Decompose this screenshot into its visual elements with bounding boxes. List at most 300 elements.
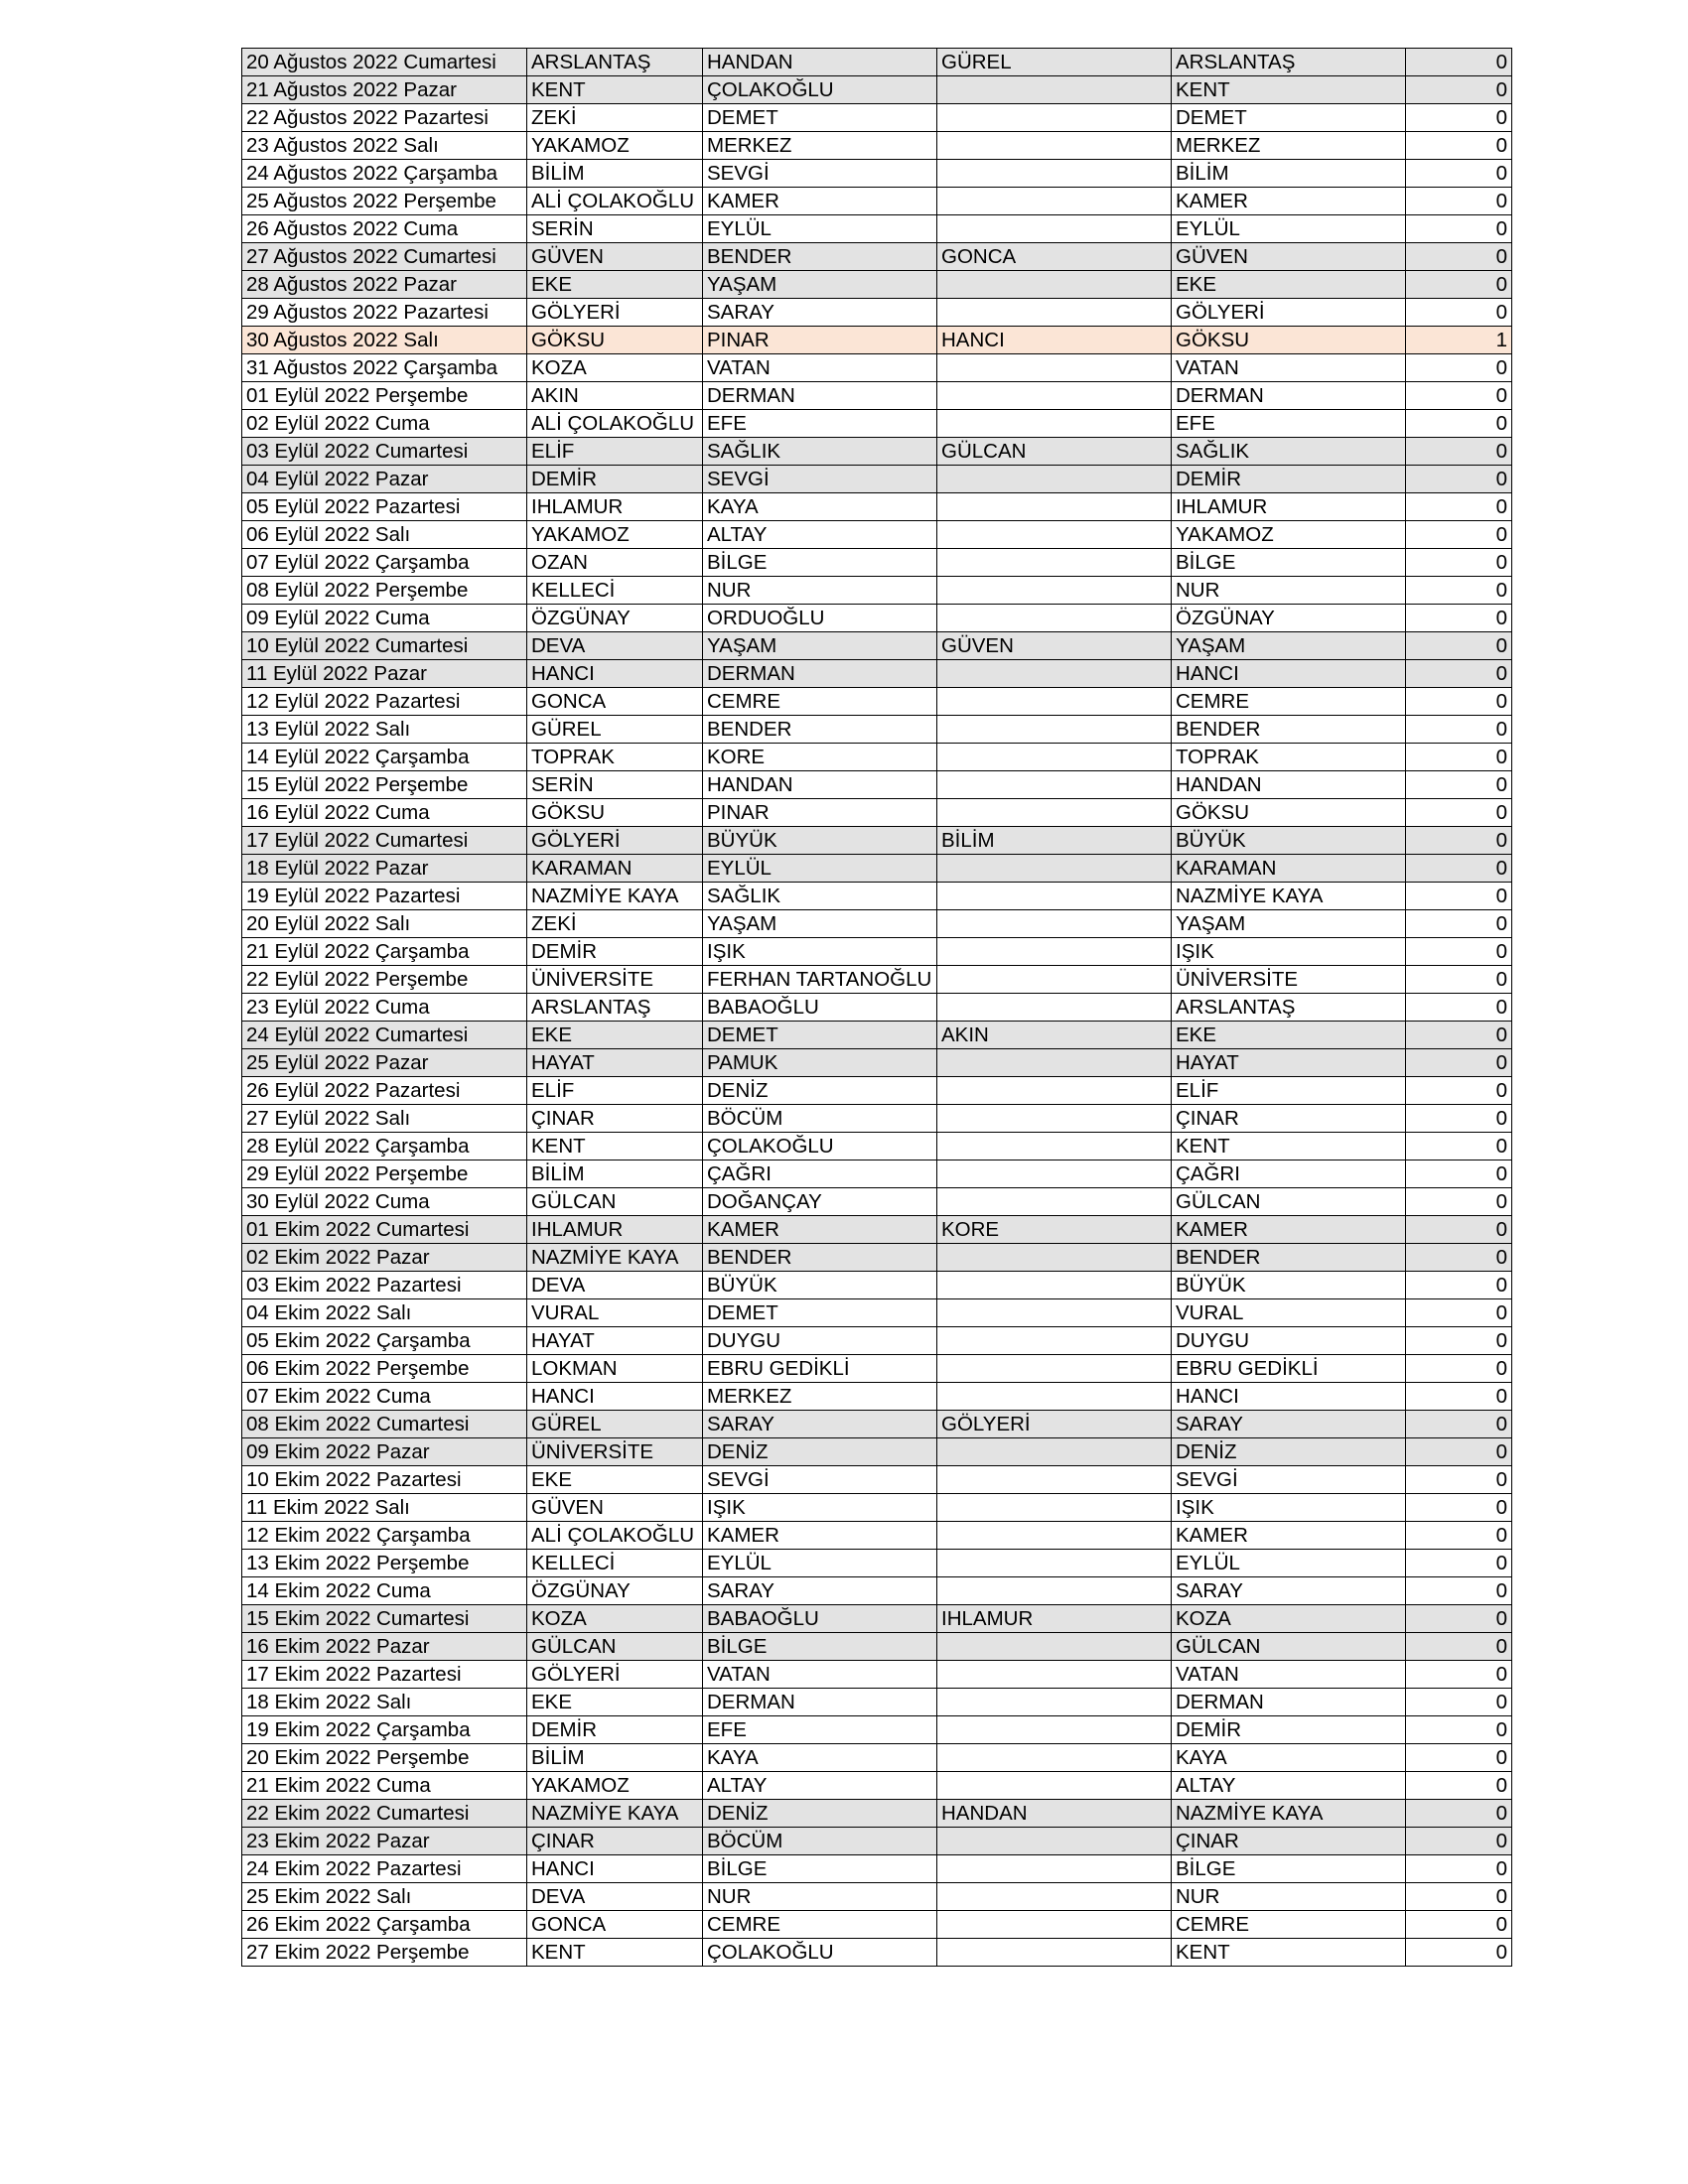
pharmacy-2-cell: BİLGE — [703, 1633, 937, 1661]
date-cell: 23 Eylül 2022 Cuma — [242, 994, 527, 1022]
pharmacy-1-cell: DEMİR — [527, 466, 703, 493]
pharmacy-1-cell: GONCA — [527, 1911, 703, 1939]
date-cell: 26 Eylül 2022 Pazartesi — [242, 1077, 527, 1105]
date-cell: 07 Eylül 2022 Çarşamba — [242, 549, 527, 577]
pharmacy-3-cell — [937, 410, 1172, 438]
pharmacy-2-cell: EYLÜL — [703, 215, 937, 243]
pharmacy-1-cell: GÖKSU — [527, 327, 703, 354]
date-cell: 05 Eylül 2022 Pazartesi — [242, 493, 527, 521]
selected-pharmacy-cell: EKE — [1172, 271, 1406, 299]
pharmacy-1-cell: KOZA — [527, 354, 703, 382]
selected-pharmacy-cell: HANCI — [1172, 660, 1406, 688]
flag-cell: 0 — [1406, 1605, 1512, 1633]
pharmacy-3-cell — [937, 605, 1172, 632]
selected-pharmacy-cell: MERKEZ — [1172, 132, 1406, 160]
selected-pharmacy-cell: TOPRAK — [1172, 744, 1406, 771]
pharmacy-2-cell: HANDAN — [703, 49, 937, 76]
date-cell: 08 Ekim 2022 Cumartesi — [242, 1411, 527, 1438]
flag-cell: 0 — [1406, 1049, 1512, 1077]
selected-pharmacy-cell: ALTAY — [1172, 1772, 1406, 1800]
table-row — [242, 132, 1512, 160]
selected-pharmacy-cell: IHLAMUR — [1172, 493, 1406, 521]
selected-pharmacy-cell: VATAN — [1172, 1661, 1406, 1689]
pharmacy-1-cell: YAKAMOZ — [527, 521, 703, 549]
selected-pharmacy-cell: EKE — [1172, 1022, 1406, 1049]
pharmacy-1-cell: IHLAMUR — [527, 1216, 703, 1244]
selected-pharmacy-cell: GÖLYERİ — [1172, 299, 1406, 327]
table-row — [242, 1133, 1512, 1160]
flag-cell: 0 — [1406, 1855, 1512, 1883]
pharmacy-2-cell: ALTAY — [703, 521, 937, 549]
pharmacy-3-cell — [937, 382, 1172, 410]
pharmacy-3-cell — [937, 271, 1172, 299]
pharmacy-2-cell: KAYA — [703, 493, 937, 521]
pharmacy-2-cell: BENDER — [703, 716, 937, 744]
pharmacy-3-cell — [937, 1744, 1172, 1772]
date-cell: 22 Ekim 2022 Cumartesi — [242, 1800, 527, 1828]
flag-cell: 0 — [1406, 160, 1512, 188]
pharmacy-3-cell — [937, 1911, 1172, 1939]
date-cell: 02 Eylül 2022 Cuma — [242, 410, 527, 438]
pharmacy-3-cell — [937, 493, 1172, 521]
pharmacy-1-cell: HAYAT — [527, 1049, 703, 1077]
selected-pharmacy-cell: BİLİM — [1172, 160, 1406, 188]
flag-cell: 0 — [1406, 438, 1512, 466]
pharmacy-1-cell: EKE — [527, 1022, 703, 1049]
table-row — [242, 966, 1512, 994]
pharmacy-3-cell — [937, 1716, 1172, 1744]
flag-cell: 0 — [1406, 1883, 1512, 1911]
flag-cell: 0 — [1406, 104, 1512, 132]
date-cell: 17 Ekim 2022 Pazartesi — [242, 1661, 527, 1689]
flag-cell: 0 — [1406, 1272, 1512, 1299]
flag-cell: 0 — [1406, 1216, 1512, 1244]
pharmacy-1-cell: NAZMİYE KAYA — [527, 1244, 703, 1272]
table-row — [242, 855, 1512, 883]
selected-pharmacy-cell: YAŞAM — [1172, 632, 1406, 660]
date-cell: 06 Eylül 2022 Salı — [242, 521, 527, 549]
pharmacy-3-cell — [937, 1355, 1172, 1383]
date-cell: 13 Ekim 2022 Perşembe — [242, 1550, 527, 1577]
pharmacy-3-cell — [937, 1855, 1172, 1883]
date-cell: 29 Ağustos 2022 Pazartesi — [242, 299, 527, 327]
flag-cell: 0 — [1406, 1466, 1512, 1494]
pharmacy-2-cell: SEVGİ — [703, 1466, 937, 1494]
pharmacy-2-cell: DENİZ — [703, 1438, 937, 1466]
date-cell: 12 Eylül 2022 Pazartesi — [242, 688, 527, 716]
selected-pharmacy-cell: GÜVEN — [1172, 243, 1406, 271]
date-cell: 27 Ağustos 2022 Cumartesi — [242, 243, 527, 271]
selected-pharmacy-cell: NUR — [1172, 1883, 1406, 1911]
pharmacy-3-cell — [937, 966, 1172, 994]
date-cell: 18 Ekim 2022 Salı — [242, 1689, 527, 1716]
flag-cell: 0 — [1406, 215, 1512, 243]
pharmacy-2-cell: ALTAY — [703, 1772, 937, 1800]
table-row — [242, 1327, 1512, 1355]
pharmacy-2-cell: DOĞANÇAY — [703, 1188, 937, 1216]
pharmacy-1-cell: ARSLANTAŞ — [527, 994, 703, 1022]
table-row — [242, 1494, 1512, 1522]
pharmacy-3-cell — [937, 1188, 1172, 1216]
date-cell: 19 Ekim 2022 Çarşamba — [242, 1716, 527, 1744]
pharmacy-2-cell: IŞIK — [703, 938, 937, 966]
pharmacy-1-cell: ALİ ÇOLAKOĞLU — [527, 410, 703, 438]
selected-pharmacy-cell: IŞIK — [1172, 938, 1406, 966]
pharmacy-1-cell: EKE — [527, 271, 703, 299]
selected-pharmacy-cell: DEMET — [1172, 104, 1406, 132]
pharmacy-2-cell: HANDAN — [703, 771, 937, 799]
pharmacy-1-cell: OZAN — [527, 549, 703, 577]
pharmacy-3-cell: AKIN — [937, 1022, 1172, 1049]
flag-cell: 0 — [1406, 1077, 1512, 1105]
table-row — [242, 577, 1512, 605]
pharmacy-3-cell — [937, 577, 1172, 605]
pharmacy-3-cell — [937, 188, 1172, 215]
pharmacy-2-cell: EFE — [703, 410, 937, 438]
pharmacy-3-cell — [937, 466, 1172, 493]
date-cell: 08 Eylül 2022 Perşembe — [242, 577, 527, 605]
pharmacy-1-cell: EKE — [527, 1466, 703, 1494]
pharmacy-1-cell: ALİ ÇOLAKOĞLU — [527, 188, 703, 215]
flag-cell: 0 — [1406, 299, 1512, 327]
date-cell: 23 Ağustos 2022 Salı — [242, 132, 527, 160]
pharmacy-3-cell — [937, 1133, 1172, 1160]
date-cell: 21 Eylül 2022 Çarşamba — [242, 938, 527, 966]
table-row — [242, 632, 1512, 660]
selected-pharmacy-cell: ARSLANTAŞ — [1172, 994, 1406, 1022]
pharmacy-2-cell: NUR — [703, 577, 937, 605]
pharmacy-3-cell — [937, 1383, 1172, 1411]
pharmacy-3-cell — [937, 1883, 1172, 1911]
pharmacy-1-cell: ÇINAR — [527, 1828, 703, 1855]
flag-cell: 0 — [1406, 1494, 1512, 1522]
pharmacy-2-cell: VATAN — [703, 354, 937, 382]
pharmacy-1-cell: ZEKİ — [527, 104, 703, 132]
table-row — [242, 688, 1512, 716]
table-row — [242, 994, 1512, 1022]
pharmacy-2-cell: ÇOLAKOĞLU — [703, 76, 937, 104]
table-row — [242, 938, 1512, 966]
selected-pharmacy-cell: NUR — [1172, 577, 1406, 605]
selected-pharmacy-cell: ELİF — [1172, 1077, 1406, 1105]
flag-cell: 0 — [1406, 966, 1512, 994]
pharmacy-2-cell: PINAR — [703, 799, 937, 827]
pharmacy-1-cell: ELİF — [527, 438, 703, 466]
flag-cell: 0 — [1406, 354, 1512, 382]
pharmacy-3-cell — [937, 521, 1172, 549]
table-row — [242, 438, 1512, 466]
pharmacy-2-cell: SAĞLIK — [703, 438, 937, 466]
selected-pharmacy-cell: DERMAN — [1172, 382, 1406, 410]
selected-pharmacy-cell: BENDER — [1172, 716, 1406, 744]
pharmacy-3-cell — [937, 1522, 1172, 1550]
pharmacy-1-cell: GONCA — [527, 688, 703, 716]
pharmacy-1-cell: DEMİR — [527, 938, 703, 966]
flag-cell: 0 — [1406, 744, 1512, 771]
date-cell: 23 Ekim 2022 Pazar — [242, 1828, 527, 1855]
table-row — [242, 1188, 1512, 1216]
table-row — [242, 243, 1512, 271]
date-cell: 22 Eylül 2022 Perşembe — [242, 966, 527, 994]
selected-pharmacy-cell: GÜLCAN — [1172, 1188, 1406, 1216]
flag-cell: 0 — [1406, 1744, 1512, 1772]
selected-pharmacy-cell: YAŞAM — [1172, 910, 1406, 938]
table-row — [242, 1299, 1512, 1327]
pharmacy-1-cell: ÇINAR — [527, 1105, 703, 1133]
selected-pharmacy-cell: ARSLANTAŞ — [1172, 49, 1406, 76]
table-row — [242, 1411, 1512, 1438]
flag-cell: 0 — [1406, 938, 1512, 966]
flag-cell: 0 — [1406, 855, 1512, 883]
pharmacy-1-cell: LOKMAN — [527, 1355, 703, 1383]
pharmacy-3-cell — [937, 660, 1172, 688]
selected-pharmacy-cell: DEMİR — [1172, 1716, 1406, 1744]
date-cell: 21 Ağustos 2022 Pazar — [242, 76, 527, 104]
flag-cell: 0 — [1406, 1716, 1512, 1744]
pharmacy-1-cell: DEMİR — [527, 1716, 703, 1744]
selected-pharmacy-cell: KENT — [1172, 1939, 1406, 1967]
pharmacy-1-cell: SERİN — [527, 215, 703, 243]
table-row — [242, 1855, 1512, 1883]
pharmacy-2-cell: CEMRE — [703, 688, 937, 716]
pharmacy-3-cell — [937, 299, 1172, 327]
pharmacy-3-cell — [937, 1466, 1172, 1494]
date-cell: 21 Ekim 2022 Cuma — [242, 1772, 527, 1800]
flag-cell: 0 — [1406, 771, 1512, 799]
pharmacy-2-cell: BÜYÜK — [703, 827, 937, 855]
flag-cell: 1 — [1406, 327, 1512, 354]
date-cell: 09 Eylül 2022 Cuma — [242, 605, 527, 632]
selected-pharmacy-cell: ÇINAR — [1172, 1105, 1406, 1133]
pharmacy-3-cell: GÖLYERİ — [937, 1411, 1172, 1438]
date-cell: 01 Eylül 2022 Perşembe — [242, 382, 527, 410]
pharmacy-1-cell: YAKAMOZ — [527, 1772, 703, 1800]
table-row — [242, 1272, 1512, 1299]
date-cell: 28 Ağustos 2022 Pazar — [242, 271, 527, 299]
date-cell: 17 Eylül 2022 Cumartesi — [242, 827, 527, 855]
pharmacy-2-cell: SEVGİ — [703, 466, 937, 493]
flag-cell: 0 — [1406, 1911, 1512, 1939]
flag-cell: 0 — [1406, 1800, 1512, 1828]
pharmacy-2-cell: DENİZ — [703, 1077, 937, 1105]
table-row — [242, 1522, 1512, 1550]
flag-cell: 0 — [1406, 1550, 1512, 1577]
pharmacy-3-cell — [937, 1160, 1172, 1188]
pharmacy-2-cell: DEMET — [703, 1022, 937, 1049]
table-row — [242, 104, 1512, 132]
pharmacy-2-cell: ÇOLAKOĞLU — [703, 1133, 937, 1160]
pharmacy-2-cell: SARAY — [703, 1577, 937, 1605]
pharmacy-3-cell — [937, 1939, 1172, 1967]
pharmacy-1-cell: IHLAMUR — [527, 493, 703, 521]
pharmacy-1-cell: ARSLANTAŞ — [527, 49, 703, 76]
table-row — [242, 1633, 1512, 1661]
table-row — [242, 1160, 1512, 1188]
pharmacy-2-cell: BENDER — [703, 1244, 937, 1272]
table-row — [242, 1383, 1512, 1411]
table-row — [242, 605, 1512, 632]
pharmacy-2-cell: KAMER — [703, 1522, 937, 1550]
table-row — [242, 744, 1512, 771]
flag-cell: 0 — [1406, 1355, 1512, 1383]
table-row — [242, 1077, 1512, 1105]
table-row — [242, 1828, 1512, 1855]
table-row — [242, 1577, 1512, 1605]
pharmacy-2-cell: DENİZ — [703, 1800, 937, 1828]
selected-pharmacy-cell: HANCI — [1172, 1383, 1406, 1411]
pharmacy-3-cell: HANCI — [937, 327, 1172, 354]
pharmacy-2-cell: YAŞAM — [703, 632, 937, 660]
pharmacy-1-cell: KELLECİ — [527, 1550, 703, 1577]
pharmacy-1-cell: GÖLYERİ — [527, 827, 703, 855]
date-cell: 03 Eylül 2022 Cumartesi — [242, 438, 527, 466]
date-cell: 29 Eylül 2022 Perşembe — [242, 1160, 527, 1188]
date-cell: 16 Eylül 2022 Cuma — [242, 799, 527, 827]
date-cell: 13 Eylül 2022 Salı — [242, 716, 527, 744]
date-cell: 31 Ağustos 2022 Çarşamba — [242, 354, 527, 382]
pharmacy-2-cell: KORE — [703, 744, 937, 771]
pharmacy-1-cell: BİLİM — [527, 160, 703, 188]
pharmacy-2-cell: BENDER — [703, 243, 937, 271]
flag-cell: 0 — [1406, 1299, 1512, 1327]
pharmacy-1-cell: KENT — [527, 76, 703, 104]
flag-cell: 0 — [1406, 660, 1512, 688]
date-cell: 12 Ekim 2022 Çarşamba — [242, 1522, 527, 1550]
pharmacy-3-cell — [937, 938, 1172, 966]
selected-pharmacy-cell: GÖKSU — [1172, 327, 1406, 354]
pharmacy-2-cell: DEMET — [703, 104, 937, 132]
flag-cell: 0 — [1406, 188, 1512, 215]
pharmacy-3-cell — [937, 1494, 1172, 1522]
date-cell: 20 Eylül 2022 Salı — [242, 910, 527, 938]
date-cell: 05 Ekim 2022 Çarşamba — [242, 1327, 527, 1355]
date-cell: 14 Eylül 2022 Çarşamba — [242, 744, 527, 771]
table-row — [242, 466, 1512, 493]
flag-cell: 0 — [1406, 1689, 1512, 1716]
date-cell: 18 Eylül 2022 Pazar — [242, 855, 527, 883]
table-row — [242, 188, 1512, 215]
pharmacy-3-cell — [937, 1661, 1172, 1689]
pharmacy-1-cell: GÜLCAN — [527, 1633, 703, 1661]
pharmacy-3-cell — [937, 1577, 1172, 1605]
selected-pharmacy-cell: BİLGE — [1172, 549, 1406, 577]
pharmacy-3-cell — [937, 1772, 1172, 1800]
pharmacy-2-cell: DERMAN — [703, 660, 937, 688]
pharmacy-2-cell: DEMET — [703, 1299, 937, 1327]
selected-pharmacy-cell: BÜYÜK — [1172, 827, 1406, 855]
selected-pharmacy-cell: DENİZ — [1172, 1438, 1406, 1466]
flag-cell: 0 — [1406, 883, 1512, 910]
date-cell: 06 Ekim 2022 Perşembe — [242, 1355, 527, 1383]
pharmacy-3-cell: IHLAMUR — [937, 1605, 1172, 1633]
pharmacy-3-cell — [937, 1049, 1172, 1077]
flag-cell: 0 — [1406, 1828, 1512, 1855]
pharmacy-2-cell: SEVGİ — [703, 160, 937, 188]
table-row — [242, 1049, 1512, 1077]
pharmacy-3-cell — [937, 688, 1172, 716]
table-row — [242, 827, 1512, 855]
pharmacy-1-cell: KENT — [527, 1939, 703, 1967]
pharmacy-1-cell: VURAL — [527, 1299, 703, 1327]
flag-cell: 0 — [1406, 76, 1512, 104]
selected-pharmacy-cell: ÜNİVERSİTE — [1172, 966, 1406, 994]
pharmacy-3-cell — [937, 716, 1172, 744]
selected-pharmacy-cell: KAMER — [1172, 188, 1406, 215]
selected-pharmacy-cell: DUYGU — [1172, 1327, 1406, 1355]
pharmacy-3-cell — [937, 549, 1172, 577]
table-row — [242, 1716, 1512, 1744]
date-cell: 04 Ekim 2022 Salı — [242, 1299, 527, 1327]
selected-pharmacy-cell: EYLÜL — [1172, 1550, 1406, 1577]
table-row — [242, 493, 1512, 521]
flag-cell: 0 — [1406, 1661, 1512, 1689]
date-cell: 24 Ağustos 2022 Çarşamba — [242, 160, 527, 188]
pharmacy-3-cell — [937, 1244, 1172, 1272]
pharmacy-1-cell: NAZMİYE KAYA — [527, 883, 703, 910]
flag-cell: 0 — [1406, 1022, 1512, 1049]
table-row — [242, 1022, 1512, 1049]
selected-pharmacy-cell: CEMRE — [1172, 1911, 1406, 1939]
pharmacy-2-cell: EYLÜL — [703, 855, 937, 883]
date-cell: 10 Ekim 2022 Pazartesi — [242, 1466, 527, 1494]
date-cell: 25 Eylül 2022 Pazar — [242, 1049, 527, 1077]
pharmacy-3-cell — [937, 910, 1172, 938]
flag-cell: 0 — [1406, 577, 1512, 605]
selected-pharmacy-cell: GÖKSU — [1172, 799, 1406, 827]
pharmacy-2-cell: BÜYÜK — [703, 1272, 937, 1299]
pharmacy-1-cell: DEVA — [527, 632, 703, 660]
table-row — [242, 271, 1512, 299]
flag-cell: 0 — [1406, 271, 1512, 299]
pharmacy-2-cell: DERMAN — [703, 1689, 937, 1716]
date-cell: 20 Ağustos 2022 Cumartesi — [242, 49, 527, 76]
date-cell: 24 Ekim 2022 Pazartesi — [242, 1855, 527, 1883]
pharmacy-3-cell — [937, 1828, 1172, 1855]
flag-cell: 0 — [1406, 493, 1512, 521]
pharmacy-3-cell: HANDAN — [937, 1800, 1172, 1828]
flag-cell: 0 — [1406, 382, 1512, 410]
selected-pharmacy-cell: SARAY — [1172, 1411, 1406, 1438]
table-row — [242, 382, 1512, 410]
table-row — [242, 799, 1512, 827]
flag-cell: 0 — [1406, 632, 1512, 660]
pharmacy-1-cell: GÖLYERİ — [527, 299, 703, 327]
selected-pharmacy-cell: ÇINAR — [1172, 1828, 1406, 1855]
flag-cell: 0 — [1406, 1160, 1512, 1188]
selected-pharmacy-cell: BENDER — [1172, 1244, 1406, 1272]
pharmacy-1-cell: HANCI — [527, 1855, 703, 1883]
pharmacy-2-cell: DUYGU — [703, 1327, 937, 1355]
selected-pharmacy-cell: VURAL — [1172, 1299, 1406, 1327]
pharmacy-1-cell: ZEKİ — [527, 910, 703, 938]
flag-cell: 0 — [1406, 1411, 1512, 1438]
pharmacy-3-cell — [937, 160, 1172, 188]
flag-cell: 0 — [1406, 243, 1512, 271]
flag-cell: 0 — [1406, 1133, 1512, 1160]
selected-pharmacy-cell: EFE — [1172, 410, 1406, 438]
pharmacy-2-cell: ÇOLAKOĞLU — [703, 1939, 937, 1967]
table-row — [242, 771, 1512, 799]
table-row — [242, 76, 1512, 104]
pharmacy-1-cell: KELLECİ — [527, 577, 703, 605]
pharmacy-2-cell: BABAOĞLU — [703, 1605, 937, 1633]
selected-pharmacy-cell: EYLÜL — [1172, 215, 1406, 243]
flag-cell: 0 — [1406, 1577, 1512, 1605]
pharmacy-3-cell — [937, 994, 1172, 1022]
pharmacy-3-cell — [937, 215, 1172, 243]
pharmacy-2-cell: ÇAĞRI — [703, 1160, 937, 1188]
pharmacy-3-cell — [937, 771, 1172, 799]
